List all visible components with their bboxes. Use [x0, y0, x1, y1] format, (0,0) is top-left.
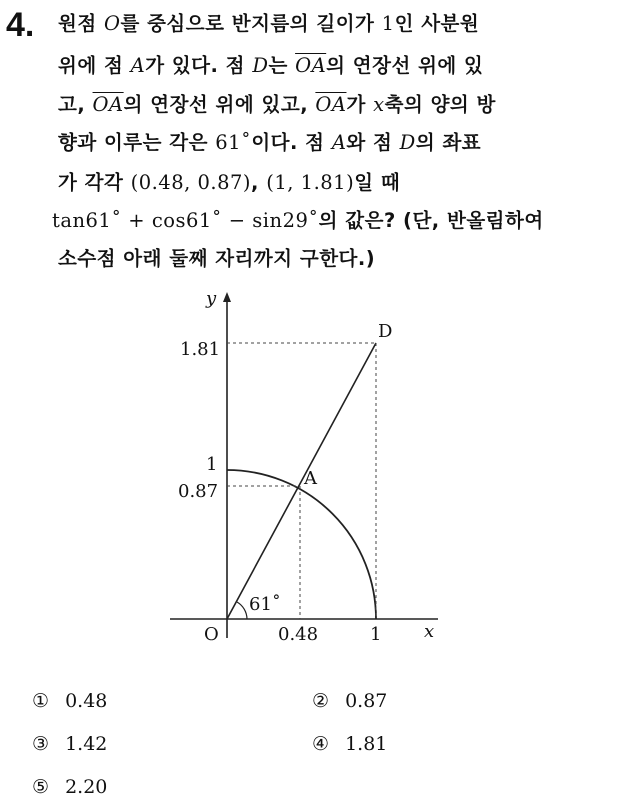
question-text-segment: 가 [346, 93, 374, 116]
choice-value: 1.81 [339, 733, 388, 755]
choice-mark: ⑤ [32, 776, 50, 798]
question-text-segment: (0.48, 0.87) [130, 171, 252, 194]
question-text-segment: x [373, 93, 385, 116]
question-text-segment: 가 각각 [58, 171, 131, 194]
question-number: 4. [6, 6, 35, 44]
question-text-segment: 이다. 점 [251, 131, 332, 154]
choice-value: 2.20 [59, 776, 108, 798]
question-text-segment: 1 [381, 12, 395, 35]
choice-mark: ③ [32, 733, 50, 755]
point-d-label: D [378, 321, 393, 342]
tick-y-181: 1.81 [180, 339, 221, 360]
question-text-segment: A [130, 54, 146, 77]
angle-arc [237, 602, 247, 619]
question-text-segment: , [251, 171, 267, 194]
question-text-segment: 의 좌표 [415, 131, 482, 154]
tick-x-048: 0.48 [278, 624, 319, 645]
choice-mark: ④ [312, 733, 330, 755]
answer-choice[interactable] [312, 690, 387, 712]
question-text-segment: (1, 1.81) [266, 171, 355, 194]
question-text-segment: 인 사분원 [394, 12, 480, 35]
choice-mark: ② [312, 690, 330, 712]
tick-x-1: 1 [370, 624, 382, 645]
question-text-segment: 향과 이루는 각은 [58, 131, 216, 154]
question-text-segment: tan61˚ + cos61˚ − sin29˚ [52, 209, 319, 232]
question-text-segment: 의 값은? (단, 반올림하여 [318, 209, 544, 232]
question-text-segment: $\overline{OA}$ [315, 93, 347, 116]
choice-value: 0.48 [59, 690, 108, 712]
axis-x-label: x [424, 621, 435, 642]
origin-label: O [204, 624, 219, 645]
choice-value: 1.42 [59, 733, 108, 755]
choice-mark: ① [32, 690, 50, 712]
question-text-segment: 를 중심으로 반지름의 길이가 [120, 12, 382, 35]
question-text-segment: 축의 양의 방 [384, 93, 496, 116]
answer-choice[interactable] [32, 690, 107, 712]
question-text-segment: 는 [268, 54, 296, 77]
question-text-segment: 위에 점 [58, 54, 131, 77]
question-text-segment: 소수점 아래 둘째 자리까지 구한다.) [58, 247, 376, 270]
question-text-segment: 가 있다. 점 [145, 54, 253, 77]
axis-y-label: y [206, 288, 217, 309]
answer-choice[interactable] [32, 733, 107, 755]
segment-od [227, 343, 376, 619]
question-text-segment: 의 연장선 위에 있고, [123, 93, 316, 116]
point-a-label: A [304, 468, 317, 489]
question-text-segment: 와 점 [346, 131, 400, 154]
question-text-segment: 일 때 [354, 171, 401, 194]
y-axis-arrow [223, 292, 231, 302]
question-text-segment: 원점 [58, 12, 104, 35]
question-text-segment: O [103, 12, 121, 35]
tick-y-087: 0.87 [178, 481, 219, 502]
tick-y-1: 1 [206, 454, 218, 475]
question-text-segment: A [331, 131, 347, 154]
question-text-segment: D [399, 131, 416, 154]
question-text-segment: $\overline{OA}$ [92, 93, 124, 116]
answer-choice[interactable] [32, 776, 107, 798]
question-text-segment: 의 연장선 위에 있 [326, 54, 484, 77]
question-text-segment: $\overline{OA}$ [295, 54, 327, 77]
angle-label: 61˚ [249, 594, 281, 615]
question-text-segment: 61˚ [215, 131, 252, 154]
choice-value: 0.87 [339, 690, 388, 712]
question-text-segment: 고, [58, 93, 93, 116]
question-text-segment: D [252, 54, 269, 77]
answer-choice[interactable] [312, 733, 387, 755]
